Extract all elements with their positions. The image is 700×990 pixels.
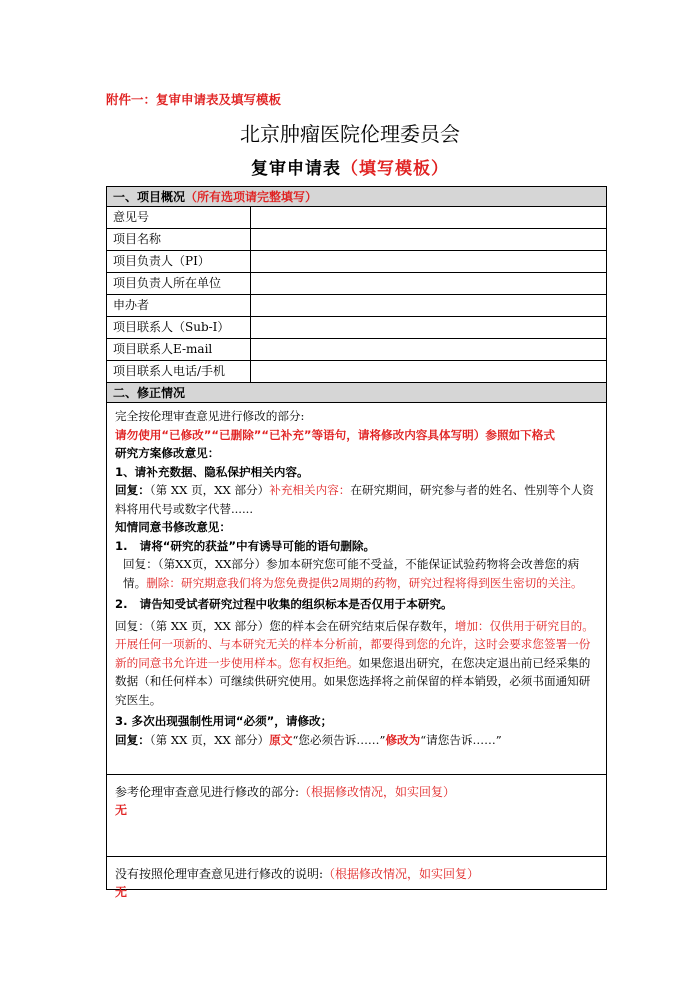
form-title: [0, 154, 700, 179]
reference-label-line: [115, 783, 598, 801]
revision-details[interactable]: [107, 403, 606, 775]
field-label: 项目联系人电话/手机: [107, 361, 251, 382]
item2-num: 1.: [115, 538, 128, 553]
attachment-label: 附件一：复审申请表及填写模板: [106, 92, 282, 107]
orig-text: “您必须告诉……”: [292, 732, 386, 747]
field-row-pi-institution: [107, 273, 606, 295]
not-following-note: （根据修改情况，如实回复）: [323, 867, 480, 881]
full-changes-label: 完全按伦理审查意见进行修改的部分:: [115, 409, 305, 423]
changed-label: 修改为: [385, 732, 421, 747]
field-label: 申办者: [107, 295, 251, 316]
field-row-project-name: [107, 229, 606, 251]
section1-header: [107, 187, 606, 207]
item3-reply: [115, 617, 598, 710]
item2-title: [115, 537, 598, 556]
reply-text-2: 如果您退出研究，在您决定退出前已经采集的数据（和任何样本）可继续供研究使用。如果您选择将之前保留的样本销毁，必须书面通知研究医生。: [115, 655, 591, 707]
instruction-text: 请勿使用“已修改”“已删除”“已补充”等语句，请将修改内容具体写明）参照如下格式: [115, 427, 555, 442]
reference-changes-cell[interactable]: [107, 775, 606, 857]
field-row-pi: [107, 251, 606, 273]
field-row-sponsor: [107, 295, 606, 317]
field-row-contact-phone: [107, 361, 606, 383]
section1-note: （所有选项请完整填写）: [185, 190, 318, 204]
field-value[interactable]: [251, 229, 606, 250]
section1-title: 一、项目概况: [113, 190, 186, 204]
reply-location: （第 XX 页，XX 部分）: [149, 483, 270, 497]
reply-label: 回复：: [115, 483, 150, 497]
section2-header: [107, 383, 606, 403]
field-value[interactable]: [251, 295, 606, 316]
item4-reply: [115, 731, 598, 750]
not-following-cell[interactable]: [107, 857, 606, 901]
consent-heading: 知情同意书修改意见：: [115, 520, 231, 534]
changed-text: “请您告诉……”: [420, 732, 502, 747]
form-title-main: 复审申请表: [251, 159, 341, 179]
form-title-suffix: （填写模板）: [341, 159, 449, 179]
not-following-answer: 无: [115, 885, 128, 899]
item3-title: [115, 595, 598, 614]
item3-title-text: 请告知受试者研究过程中收集的组织标本是否仅用于本研究。: [139, 597, 453, 611]
field-row-contact-email: [107, 339, 606, 361]
application-form: [106, 186, 607, 899]
reply-red: 增加：仅供用于研究目的。开展任何一项新的、与本研究无关的样本分析前，都要得到您的允许，这时会要求您签署一份新的同意书允许进一步使用样本。您有权拒绝。: [115, 618, 594, 670]
reply-text: 在研究期间，研究参与者的姓名、性别等个人资料将用代号或数字代替......: [115, 483, 594, 516]
field-value[interactable]: [251, 361, 606, 382]
item1-reply: [115, 481, 598, 518]
item2-title-text: 请将“研究的获益”中有诱导可能的语句删除。: [139, 538, 376, 553]
field-row-opinion-no: [107, 207, 606, 229]
field-value[interactable]: [251, 317, 606, 338]
item4-title: 3. 多次出现强制性用词“必须”，请修改；: [115, 714, 333, 728]
reply-red: 补充相关内容：: [269, 483, 351, 497]
field-value[interactable]: [251, 273, 606, 294]
item1-title: 1、请补充数据、隐私保护相关内容。: [115, 464, 309, 479]
item3-num: 2.: [115, 597, 128, 611]
field-label: 项目负责人所在单位: [107, 273, 251, 294]
reply-label: 回复：: [115, 732, 150, 747]
reference-label: 参考伦理审查意见进行修改的部分:: [115, 785, 300, 799]
reply-label: 回复：: [115, 618, 150, 633]
not-following-label: 没有按照伦理审查意见进行修改的说明:: [115, 867, 324, 881]
reply-red: 删除：研究期意我们将为您免费提供2周期的药物，研究过程将得到医生密切的关注。: [146, 575, 583, 590]
reference-answer: 无: [115, 803, 128, 817]
orig-label: 原文: [269, 732, 293, 747]
reply-text: （第 XX 页，XX 部分）您的样本会在研究结束后保存数年，: [149, 618, 455, 633]
field-value[interactable]: [251, 339, 606, 360]
field-label: 项目联系人E-mail: [107, 339, 251, 360]
field-label: 意见号: [107, 207, 251, 228]
field-value[interactable]: [251, 251, 606, 272]
scheme-heading: 研究方案修改意见：: [115, 446, 220, 460]
field-row-contact: [107, 317, 606, 339]
field-label: 项目负责人（PI）: [107, 251, 251, 272]
item2-reply: [115, 555, 598, 592]
section2-title: 二、修正情况: [113, 386, 186, 400]
not-following-label-line: [115, 865, 598, 883]
field-label: 项目联系人（Sub-I）: [107, 317, 251, 338]
field-value[interactable]: [251, 207, 606, 228]
reply-text: （第XX页，XX部分）参加本研究您可能不受益，不能保证试验药物将会改善您的病情。: [123, 557, 580, 590]
reply-label: 回复：: [123, 557, 158, 571]
reference-note: （根据修改情况，如实回复）: [299, 785, 456, 799]
committee-name: 北京肿瘤医院伦理委员会: [240, 122, 460, 146]
reply-location: （第 XX 页，XX 部分）: [149, 732, 270, 747]
field-label: 项目名称: [107, 229, 251, 250]
